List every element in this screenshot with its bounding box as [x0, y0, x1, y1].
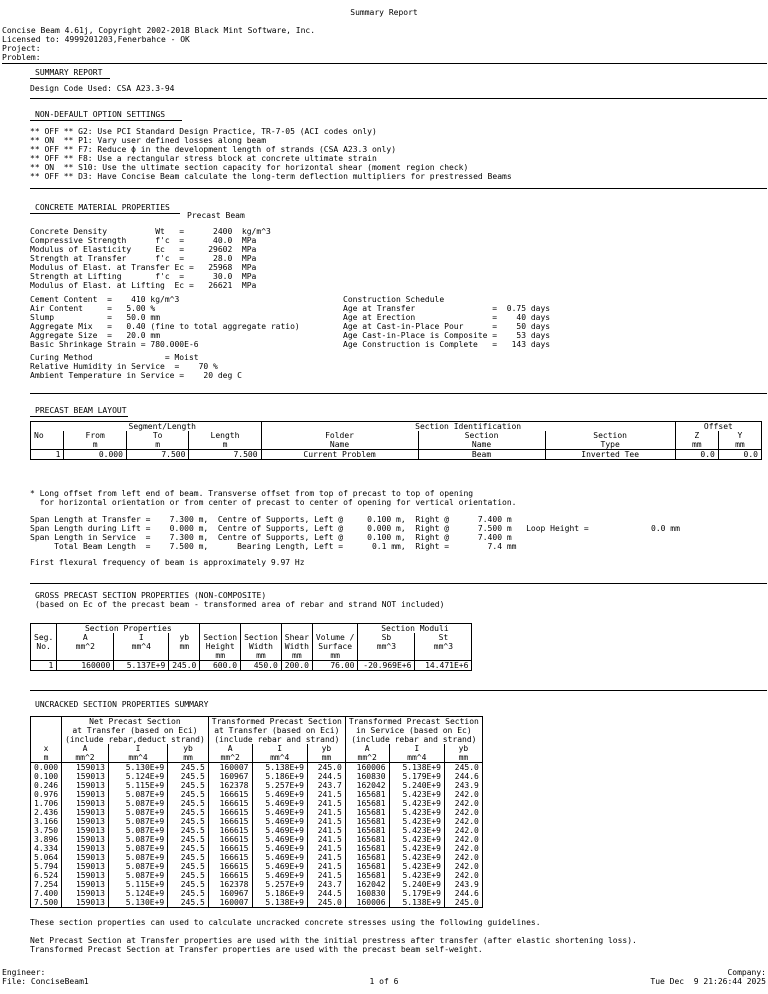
cell: 241.5 [307, 871, 345, 880]
concrete-properties: Concrete Density Wt = 2400 kg/m^3 Compressive Strength f'c = 40.0 MPa Modulus of Elasticity Ec = 29602 MPa Strength at Transfer f'c = 28.0 MPa Modulus of Elast. at Transfer Ec = 25968 MPa Strength at Lifting f'c = 30.0 MPa Modulus of Elast. at Lifting Ec = 26621 MPa [30, 227, 271, 290]
cell: 5.423E+9 [389, 853, 444, 862]
cell: 7.500 [31, 898, 62, 908]
cell: 160000 [57, 661, 114, 671]
col-group-moduli: Section Moduli [358, 624, 472, 634]
cell: 5.087E+9 [108, 826, 167, 835]
divider [30, 583, 767, 584]
cell: 159013 [62, 853, 109, 862]
cell: 5.257E+9 [252, 781, 307, 790]
cell: 159013 [62, 763, 109, 773]
cell: 244.5 [307, 889, 345, 898]
cell: 0.976 [31, 790, 62, 799]
divider [30, 98, 767, 99]
cell: 242.0 [444, 844, 482, 853]
cell: 160006 [345, 763, 389, 773]
cell: 245.5 [168, 853, 209, 862]
cell: 166615 [208, 871, 252, 880]
cell: 5.469E+9 [252, 835, 307, 844]
cell: 166615 [208, 835, 252, 844]
gross-table [30, 623, 472, 671]
col-header: x m [31, 744, 62, 763]
cell: 245.5 [168, 898, 209, 908]
cell: 5.087E+9 [108, 790, 167, 799]
cell: 160830 [345, 772, 389, 781]
cell: 160006 [345, 898, 389, 908]
cell: 166615 [208, 844, 252, 853]
cell: 5.115E+9 [108, 880, 167, 889]
col-group-net-transfer: Net Precast Section at Transfer (based on Eci) (include rebar,deduct strand) [62, 717, 209, 745]
cell: 241.5 [307, 799, 345, 808]
cell: 5.257E+9 [252, 880, 307, 889]
cell: 159013 [62, 871, 109, 880]
cell: 76.00 [312, 661, 358, 671]
cell: 5.423E+9 [389, 835, 444, 844]
cell: 245.5 [168, 835, 209, 844]
cell: 450.0 [241, 661, 282, 671]
col-group-transformed-service: Transformed Precast Section in Service (based on Ec) (include rebar and strand) [345, 717, 482, 745]
cell: 5.469E+9 [252, 826, 307, 835]
cell: 243.9 [444, 880, 482, 889]
cell: 245.0 [307, 763, 345, 773]
col-group-segment: Segment/Length [64, 422, 261, 432]
cell: 245.5 [168, 781, 209, 790]
col-group-section-id: Section Identification [261, 422, 675, 432]
cell: 5.423E+9 [389, 844, 444, 853]
cell: 243.9 [444, 781, 482, 790]
frequency: First flexural frequency of beam is approximately 9.97 Hz [30, 558, 305, 567]
col-header: I mm^4 [252, 744, 307, 763]
cell: 242.0 [444, 817, 482, 826]
col-header: Section Width mm [241, 633, 282, 661]
cell: 242.0 [444, 862, 482, 871]
cell: 5.423E+9 [389, 790, 444, 799]
col-header: A mm^2 [208, 744, 252, 763]
cell: 0.100 [31, 772, 62, 781]
cell: 0.0 [718, 450, 761, 460]
cell: 5.064 [31, 853, 62, 862]
col-header: Seg. No. [31, 633, 57, 661]
col-header: A mm^2 [57, 633, 114, 661]
cell: 5.087E+9 [108, 808, 167, 817]
col-header: I mm^4 [114, 633, 169, 661]
cell: 245.5 [168, 844, 209, 853]
cell: 7.254 [31, 880, 62, 889]
cell: 3.166 [31, 817, 62, 826]
cell: 162378 [208, 781, 252, 790]
cell: 244.5 [307, 772, 345, 781]
cell: 165681 [345, 808, 389, 817]
design-code: Design Code Used: CSA A23.3-94 [30, 84, 175, 93]
layout-table [30, 421, 762, 460]
cell: 159013 [62, 889, 109, 898]
cell: 159013 [62, 799, 109, 808]
cell: 242.0 [444, 826, 482, 835]
table-row [31, 844, 483, 853]
footer-file: File: ConciseBeam1 [2, 977, 89, 986]
option-line: ** ON ** S10: Use the ultimate section capacity for horizontal shear (moment region check) [30, 163, 469, 172]
cell: 5.124E+9 [108, 772, 167, 781]
cell: 242.0 [444, 853, 482, 862]
cell: 159013 [62, 790, 109, 799]
cell: 3.896 [31, 835, 62, 844]
layout-heading: PRECAST BEAM LAYOUT [35, 406, 127, 415]
table-row [31, 871, 483, 880]
cell: 159013 [62, 781, 109, 790]
cell: 5.087E+9 [108, 862, 167, 871]
cell: 243.7 [307, 781, 345, 790]
col-header: From m [64, 431, 126, 450]
cell: 5.186E+9 [252, 772, 307, 781]
col-header: yb mm [307, 744, 345, 763]
cell: 245.5 [168, 799, 209, 808]
cell: 5.186E+9 [252, 889, 307, 898]
cell: 165681 [345, 844, 389, 853]
col-header: Section Name [418, 431, 545, 450]
option-line: ** OFF ** D3: Have Concise Beam calculate the long-term deflection multipliers for prestressed Beams [30, 172, 512, 181]
table-row [31, 799, 483, 808]
cell: 600.0 [200, 661, 241, 671]
cell: 166615 [208, 799, 252, 808]
cell: 6.524 [31, 871, 62, 880]
mix-properties: Cement Content = 410 kg/m^3 Air Content = 5.00 % Slump = 50.0 mm Aggregate Mix = 0.40 (fine to total aggregate ratio) Aggregate Size = 20.0 mm Basic Shrinkage Strain = 780.000E-6 [30, 295, 300, 349]
option-line: ** OFF ** F8: Use a rectangular stress block at concrete ultimate strain [30, 154, 377, 163]
col-header: Section Height mm [200, 633, 241, 661]
cell: 162042 [345, 880, 389, 889]
footer-datetime: Tue Dec 9 21:26:44 2025 [650, 977, 766, 986]
cell: 245.5 [168, 808, 209, 817]
cell: 5.087E+9 [108, 817, 167, 826]
header-line: Problem: [2, 53, 41, 62]
gross-subheading: (based on Ec of the precast beam - transformed area of rebar and strand NOT included) [35, 600, 445, 609]
table-row [31, 853, 483, 862]
cell: 159013 [62, 772, 109, 781]
cell: 5.423E+9 [389, 799, 444, 808]
col-group-transformed-transfer: Transformed Precast Section at Transfer (based on Eci) (include rebar and strand) [208, 717, 345, 745]
col-header: A mm^2 [345, 744, 389, 763]
header-line: Licensed to: 4999201203,Fenerbahce - OK [2, 35, 190, 44]
divider [30, 213, 180, 214]
cell: 159013 [62, 862, 109, 871]
cell: 241.5 [307, 853, 345, 862]
table-row [31, 898, 483, 908]
cell: 0.0 [675, 450, 718, 460]
cell: 244.6 [444, 889, 482, 898]
curing-properties: Curing Method = Moist Relative Humidity in Service = 70 % Ambient Temperature in Service = 20 deg C [30, 353, 242, 380]
cell: 242.0 [444, 835, 482, 844]
cell: 160830 [345, 889, 389, 898]
cell: Beam [418, 450, 545, 460]
loop-height-value: 0.0 mm [651, 524, 680, 533]
header-line: Concise Beam 4.61j, Copyright 2002-2018 Black Mint Software, Inc. [2, 26, 316, 35]
col-header: Length m [189, 431, 261, 450]
cell: 7.400 [31, 889, 62, 898]
cell: 5.087E+9 [108, 853, 167, 862]
cell: 5.469E+9 [252, 862, 307, 871]
cell: 245.5 [168, 763, 209, 773]
cell: 5.115E+9 [108, 781, 167, 790]
footer-company: Company: [727, 968, 766, 977]
option-line: ** OFF ** G2: Use PCI Standard Design Practice, TR-7-05 (ACI codes only) [30, 127, 377, 136]
divider [30, 416, 128, 417]
footer-page: 1 of 6 [369, 977, 399, 986]
cell: 245.0 [444, 763, 482, 773]
table-row [31, 835, 483, 844]
col-header: Sb mm^3 [358, 633, 415, 661]
cell: 5.469E+9 [252, 853, 307, 862]
header-line: Project: [2, 44, 41, 53]
cell: 159013 [62, 817, 109, 826]
cell: 245.0 [307, 898, 345, 908]
cell: 241.5 [307, 808, 345, 817]
cell: 242.0 [444, 871, 482, 880]
cell: 5.087E+9 [108, 799, 167, 808]
concrete-heading: CONCRETE MATERIAL PROPERTIES [35, 203, 170, 212]
col-header: Section Type [545, 431, 675, 450]
cell: 5.423E+9 [389, 826, 444, 835]
options-heading: NON-DEFAULT OPTION SETTINGS [35, 110, 166, 119]
cell: 5.130E+9 [108, 898, 167, 908]
table-row [31, 889, 483, 898]
cell: 160967 [208, 772, 252, 781]
header-divider [2, 63, 767, 64]
cell: 165681 [345, 835, 389, 844]
cell: 159013 [62, 880, 109, 889]
col-header: yb mm [444, 744, 482, 763]
cell: 165681 [345, 799, 389, 808]
cell: 166615 [208, 853, 252, 862]
cell: 166615 [208, 790, 252, 799]
cell: 241.5 [307, 862, 345, 871]
cell: 166615 [208, 862, 252, 871]
uncracked-note: These section properties can used to calculate uncracked concrete stresses using the following guidelines. [30, 918, 541, 927]
cell: 5.138E+9 [252, 763, 307, 773]
divider [30, 120, 182, 121]
cell: 159013 [62, 898, 109, 908]
table-row [31, 661, 472, 671]
cell: 5.469E+9 [252, 817, 307, 826]
gross-heading: GROSS PRECAST SECTION PROPERTIES (NON-COMPOSITE) [35, 591, 267, 600]
summary-heading: SUMMARY REPORT [35, 68, 103, 77]
uncracked-table [30, 716, 483, 908]
cell: 0.246 [31, 781, 62, 790]
col-header: St mm^3 [415, 633, 472, 661]
divider [30, 78, 110, 79]
cell: 241.5 [307, 790, 345, 799]
col-header: Z mm [675, 431, 718, 450]
precast-beam-column-header: Precast Beam [187, 211, 245, 220]
cell: 5.124E+9 [108, 889, 167, 898]
cell: 5.423E+9 [389, 817, 444, 826]
cell: 1 [31, 450, 64, 460]
cell: 5.138E+9 [252, 898, 307, 908]
cell: Current Problem [261, 450, 418, 460]
cell: 1 [31, 661, 57, 671]
cell: 5.794 [31, 862, 62, 871]
table-row [31, 817, 483, 826]
option-line: ** OFF ** F7: Reduce ϕ in the development length of strands (CSA A23.3 only) [30, 145, 397, 154]
table-row [31, 450, 762, 460]
cell: 200.0 [281, 661, 312, 671]
option-line: ** ON ** P1: Vary user defined losses along beam [30, 136, 267, 145]
cell: 159013 [62, 808, 109, 817]
cell: 5.423E+9 [389, 871, 444, 880]
cell: 245.5 [168, 871, 209, 880]
col-header: yb mm [168, 744, 209, 763]
uncracked-heading: UNCRACKED SECTION PROPERTIES SUMMARY [35, 700, 209, 709]
cell: 245.5 [168, 880, 209, 889]
col-header: No [31, 431, 64, 450]
divider [30, 188, 767, 189]
span-lengths: Span Length at Transfer = 7.300 m, Centre of Supports, Left @ 0.100 m, Right @ 7.400 m Span Length during Lift = 0.000 m, Centre of Supports, Left @ 0.000 m, Right @ 7.500 m Loop Height = Span Length in Service = 7.300 m, Centre of Supports, Left @ 0.100 m, Right @ 7.400 m Total Beam Length = 7.500 m, Bearing Length, Left = 0.1 mm, Right = 7.4 mm [30, 515, 589, 551]
cell: 159013 [62, 844, 109, 853]
cell: 165681 [345, 853, 389, 862]
col-header: yb mm [169, 633, 200, 661]
cell: 243.7 [307, 880, 345, 889]
col-header: Shear Width mm [281, 633, 312, 661]
cell: 242.0 [444, 808, 482, 817]
cell: 5.240E+9 [389, 781, 444, 790]
cell: 245.5 [168, 817, 209, 826]
footer-engineer: Engineer: [2, 968, 46, 977]
cell: 5.469E+9 [252, 808, 307, 817]
cell: 5.240E+9 [389, 880, 444, 889]
col-group-offset: Offset [675, 422, 761, 432]
cell: 160007 [208, 763, 252, 773]
divider [30, 393, 767, 394]
cell: 5.423E+9 [389, 808, 444, 817]
col-header: Folder Name [261, 431, 418, 450]
cell: 245.5 [168, 862, 209, 871]
cell: Inverted Tee [545, 450, 675, 460]
col-header: A mm^2 [62, 744, 109, 763]
cell: 5.469E+9 [252, 871, 307, 880]
cell: 166615 [208, 817, 252, 826]
cell: 3.750 [31, 826, 62, 835]
col-header: Volume / Surface mm [312, 633, 358, 661]
cell: 241.5 [307, 817, 345, 826]
cell: 5.469E+9 [252, 844, 307, 853]
cell: 241.5 [307, 835, 345, 844]
cell: 5.469E+9 [252, 799, 307, 808]
cell: 5.137E+9 [114, 661, 169, 671]
table-row [31, 808, 483, 817]
cell: -20.969E+6 [358, 661, 415, 671]
cell: 14.471E+6 [415, 661, 472, 671]
cell: 7.500 [189, 450, 261, 460]
cell: 0.000 [64, 450, 126, 460]
cell: 242.0 [444, 790, 482, 799]
construction-schedule: Construction Schedule Age at Transfer = 0.75 days Age at Erection = 40 days Age at Cast-in-Place Pour = 50 days Age Cast-in-Place is Composite = 53 days Age Construction is Complete = 143 days [343, 295, 551, 349]
col-header: I mm^4 [108, 744, 167, 763]
cell: 5.423E+9 [389, 862, 444, 871]
cell: 5.087E+9 [108, 844, 167, 853]
cell: 1.706 [31, 799, 62, 808]
cell: 245.0 [169, 661, 200, 671]
cell: 5.179E+9 [389, 889, 444, 898]
table-row [31, 790, 483, 799]
cell: 165681 [345, 871, 389, 880]
cell: 162042 [345, 781, 389, 790]
cell: 160007 [208, 898, 252, 908]
table-row [31, 862, 483, 871]
col-header: To m [126, 431, 188, 450]
cell: 245.5 [168, 772, 209, 781]
cell: 165681 [345, 826, 389, 835]
cell: 162378 [208, 880, 252, 889]
cell: 159013 [62, 835, 109, 844]
table-row [31, 826, 483, 835]
cell: 7.500 [126, 450, 188, 460]
cell: 241.5 [307, 844, 345, 853]
cell: 5.087E+9 [108, 835, 167, 844]
cell: 166615 [208, 808, 252, 817]
uncracked-guideline: Net Precast Section at Transfer properties are used with the initial prestress after transfer (after elastic shortening loss). Transformed Precast Section at Transfer properties are used with the precast beam self-weight. [30, 936, 637, 954]
cell: 242.0 [444, 799, 482, 808]
cell: 5.138E+9 [389, 898, 444, 908]
cell: 241.5 [307, 826, 345, 835]
col-header: Y mm [718, 431, 761, 450]
cell: 166615 [208, 826, 252, 835]
cell: 165681 [345, 790, 389, 799]
table-row [31, 880, 483, 889]
cell: 4.334 [31, 844, 62, 853]
report-title: Summary Report [350, 8, 418, 17]
table-row [31, 763, 483, 773]
table-row [31, 781, 483, 790]
col-group-properties: Section Properties [57, 624, 200, 634]
cell: 245.5 [168, 889, 209, 898]
cell: 165681 [345, 862, 389, 871]
cell: 245.5 [168, 826, 209, 835]
cell: 5.130E+9 [108, 763, 167, 773]
offset-note: * Long offset from left end of beam. Transverse offset from top of precast to top of opening for horizontal orientation or from center of precast to center of opening for vertical orientation. [30, 489, 517, 507]
cell: 5.138E+9 [389, 763, 444, 773]
col-header: I mm^4 [389, 744, 444, 763]
cell: 5.179E+9 [389, 772, 444, 781]
cell: 5.469E+9 [252, 790, 307, 799]
divider [30, 690, 767, 691]
cell: 160967 [208, 889, 252, 898]
table-row [31, 772, 483, 781]
cell: 165681 [345, 817, 389, 826]
cell: 5.087E+9 [108, 871, 167, 880]
cell: 245.0 [444, 898, 482, 908]
cell: 0.000 [31, 763, 62, 773]
cell: 2.436 [31, 808, 62, 817]
cell: 244.6 [444, 772, 482, 781]
cell: 245.5 [168, 790, 209, 799]
cell: 159013 [62, 826, 109, 835]
